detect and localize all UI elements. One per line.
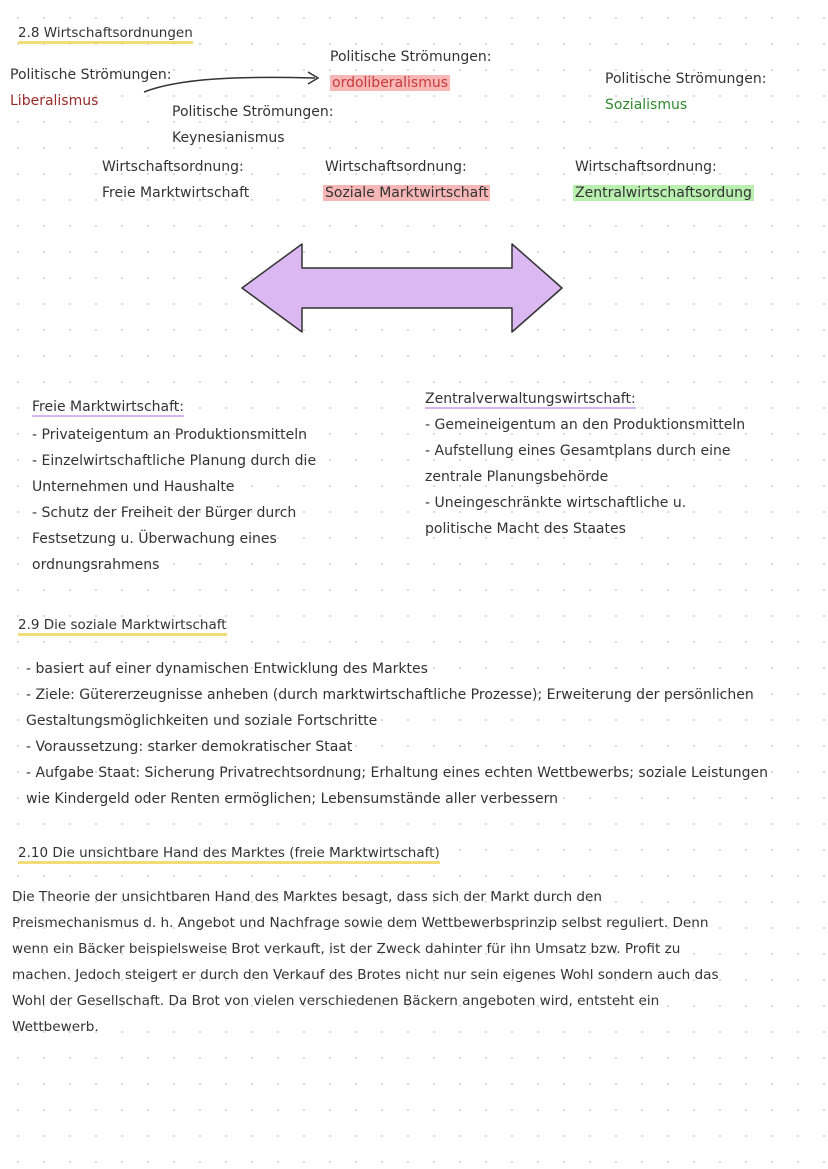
central-economy-line: - Gemeineigentum an den Produktionsmitteln bbox=[425, 417, 746, 433]
central-economy-title: Zentralverwaltungswirtschaft: bbox=[425, 391, 636, 407]
social-market-line: - basiert auf einer dynamischen Entwicklung des Marktes bbox=[26, 661, 428, 677]
paragraph-line: machen. Jedoch steigert er durch den Verkauf des Brotes nicht nur sein eigenes Wohl sondern auch das bbox=[12, 967, 719, 983]
heading-2-9: 2.9 Die soziale Marktwirtschaft bbox=[18, 616, 227, 634]
double-arrow-shape bbox=[238, 240, 568, 336]
free-market-line: Unternehmen und Haushalte bbox=[32, 479, 235, 495]
central-economy-line: politische Macht des Staates bbox=[425, 521, 626, 537]
order-central-value: Zentralwirtschaftsordung bbox=[575, 185, 752, 201]
keynesianismus-label: Politische Strömungen: bbox=[172, 104, 334, 120]
central-economy-list bbox=[425, 412, 745, 542]
central-economy-line: - Uneingeschränkte wirtschaftliche u. bbox=[425, 495, 687, 511]
keynesianismus-value: Keynesianismus bbox=[172, 130, 285, 146]
paragraph-line: Preismechanismus d. h. Angebot und Nachfrage sowie dem Wettbewerbsprinzip selbst reguliert. Denn bbox=[12, 915, 709, 931]
free-market-line: Festsetzung u. Überwachung eines bbox=[32, 531, 277, 547]
paragraph-line: Wohl der Gesellschaft. Da Brot von vielen verschiedenen Bäckern angeboten wird, entsteht ein bbox=[12, 993, 660, 1009]
liberalismus-label: Politische Strömungen: bbox=[10, 67, 172, 83]
connector-arrow bbox=[140, 68, 330, 98]
social-market-line: - Aufgabe Staat: Sicherung Privatrechtsordnung; Erhaltung eines echten Wettbewerbs; soziale Leistungen bbox=[26, 765, 769, 781]
free-market-line: - Schutz der Freiheit der Bürger durch bbox=[32, 505, 297, 521]
order-free-value: Freie Marktwirtschaft bbox=[102, 185, 250, 201]
sozialismus-value: Sozialismus bbox=[605, 97, 688, 113]
paragraph-line: wenn ein Bäcker beispielsweise Brot verkauft, ist der Zweck dahinter für ihn Umsatz bzw. Profit zu bbox=[12, 941, 681, 957]
paragraph-line: Wettbewerb. bbox=[12, 1019, 99, 1035]
social-market-line: Gestaltungsmöglichkeiten und soziale Fortschritte bbox=[26, 713, 378, 729]
invisible-hand-paragraph bbox=[12, 884, 719, 1040]
free-market-line: ordnungsrahmens bbox=[32, 557, 160, 573]
paragraph-line: Die Theorie der unsichtbaren Hand des Marktes besagt, dass sich der Markt durch den bbox=[12, 889, 603, 905]
free-market-title: Freie Marktwirtschaft: bbox=[32, 399, 184, 415]
order-free-label: Wirtschaftsordnung: bbox=[102, 159, 244, 175]
free-market-list bbox=[32, 422, 316, 578]
liberalismus-value: Liberalismus bbox=[10, 93, 99, 109]
free-market-line: - Privateigentum an Produktionsmitteln bbox=[32, 427, 307, 443]
social-market-line: wie Kindergeld oder Renten ermöglichen; Lebensumstände aller verbessern bbox=[26, 791, 559, 807]
free-market-line: - Einzelwirtschaftliche Planung durch die bbox=[32, 453, 317, 469]
heading-2-8: 2.8 Wirtschaftsordnungen bbox=[18, 24, 193, 42]
sozialismus-label: Politische Strömungen: bbox=[605, 71, 767, 87]
social-market-line: - Ziele: Gütererzeugnisse anheben (durch marktwirtschaftliche Prozesse); Erweiterung der persönlichen bbox=[26, 687, 754, 703]
order-central-label: Wirtschaftsordnung: bbox=[575, 159, 717, 175]
order-social-label: Wirtschaftsordnung: bbox=[325, 159, 467, 175]
order-social-value: Soziale Marktwirtschaft bbox=[325, 185, 489, 201]
central-economy-line: - Aufstellung eines Gesamtplans durch eine bbox=[425, 443, 731, 459]
heading-2-10: 2.10 Die unsichtbare Hand des Marktes (freie Marktwirtschaft) bbox=[18, 844, 440, 862]
social-market-list bbox=[26, 656, 768, 812]
ordoliberalismus-value: ordoliberalismus bbox=[332, 75, 449, 91]
central-economy-line: zentrale Planungsbehörde bbox=[425, 469, 609, 485]
ordoliberalismus-label: Politische Strömungen: bbox=[330, 49, 492, 65]
social-market-line: - Voraussetzung: starker demokratischer Staat bbox=[26, 739, 353, 755]
